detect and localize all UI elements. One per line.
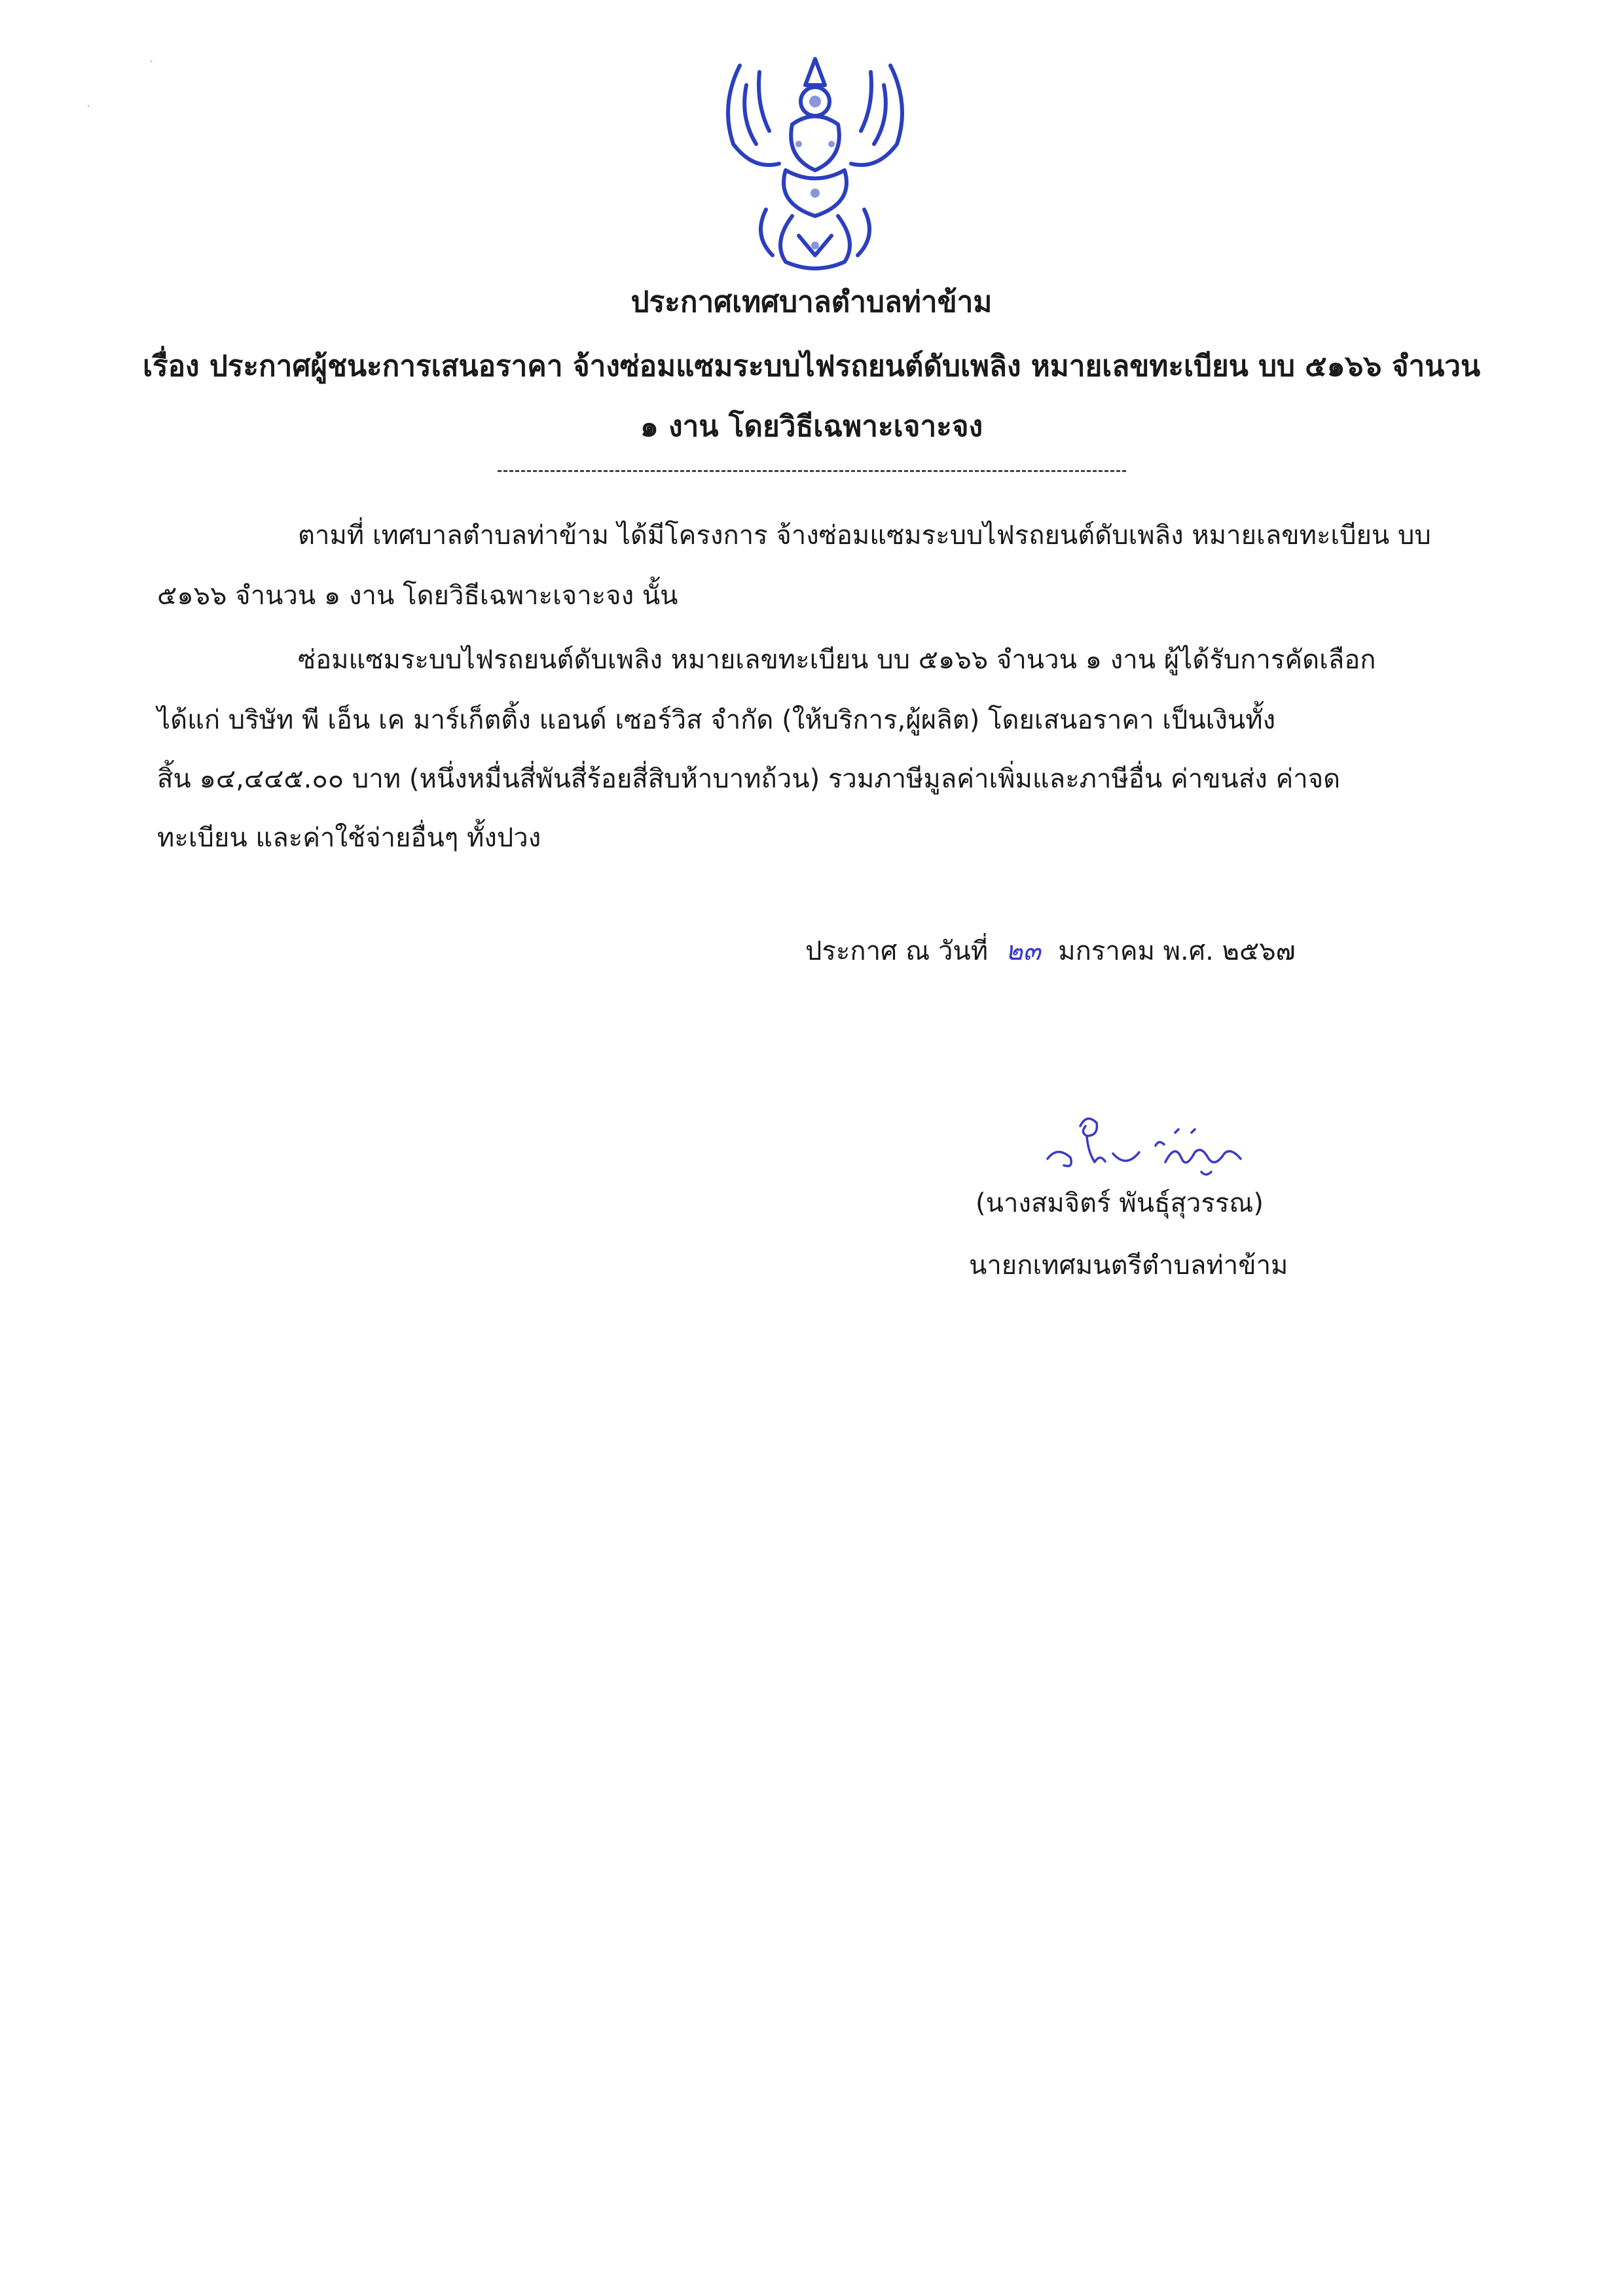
document-title: ประกาศเทศบาลตำบลท่าข้าม <box>630 285 993 319</box>
scan-speck: · <box>149 54 154 69</box>
paragraph-2-line-4: ทะเบียน และค่าใช้จ่ายอื่นๆ ทั้งปวง <box>157 823 541 853</box>
paragraph-1-line-2: ๕๑๖๖ จำนวน ๑ งาน โดยวิธีเฉพาะเจาะจง นั้น <box>157 581 678 611</box>
signer-name: (นางสมจิตร์ พันธุ์สุวรรณ) <box>976 1188 1264 1218</box>
subject-line-1: เรื่อง ประกาศผู้ชนะการเสนอราคา จ้างซ่อมแซมระบบไฟรถยนต์ดับเพลิง หมายเลขทะเบียน บบ ๕๑๖๖ จำนวน <box>142 350 1481 383</box>
subject-line-2: ๑ งาน โดยวิธีเฉพาะเจาะจง <box>640 410 983 443</box>
handwritten-signature <box>1034 1106 1257 1178</box>
date-day-handwritten: ๒๓ <box>1005 936 1041 966</box>
signer-position: นายกเทศมนตรีตำบลท่าข้าม <box>969 1250 1288 1281</box>
paragraph-2-line-1: ซ่อมแซมระบบไฟรถยนต์ดับเพลิง หมายเลขทะเบียน บบ ๕๑๖๖ จำนวน ๑ งาน ผู้ได้รับการคัดเลือก <box>298 645 1376 675</box>
separator-line <box>498 470 1126 472</box>
announcement-date <box>805 933 1296 970</box>
date-prefix: ประกาศ ณ วันที่ <box>805 936 989 966</box>
paragraph-2-line-2: ได้แก่ บริษัท พี เอ็น เค มาร์เก็ตติ้ง แอนด์ เซอร์วิส จำกัด (ให้บริการ,ผู้ผลิต) โดยเสนอราคา เป็นเงินทั้ง <box>157 705 1276 735</box>
date-suffix: มกราคม พ.ศ. ๒๕๖๗ <box>1058 936 1296 966</box>
scan-speck: · <box>86 98 91 114</box>
garuda-emblem-icon <box>694 46 936 282</box>
paragraph-2-line-3: สิ้น ๑๔,๔๔๕.๐๐ บาท (หนึ่งหมื่นสี่พันสี่ร้อยสี่สิบห้าบาทถ้วน) รวมภาษีมูลค่าเพิ่มและภาษีอื่น ค่าขนส่ง ค่าจด <box>157 764 1341 794</box>
paragraph-1-line-1: ตามที่ เทศบาลตำบลท่าข้าม ได้มีโครงการ จ้างซ่อมแซมระบบไฟรถยนต์ดับเพลิง หมายเลขทะเบียน บบ <box>298 520 1431 551</box>
